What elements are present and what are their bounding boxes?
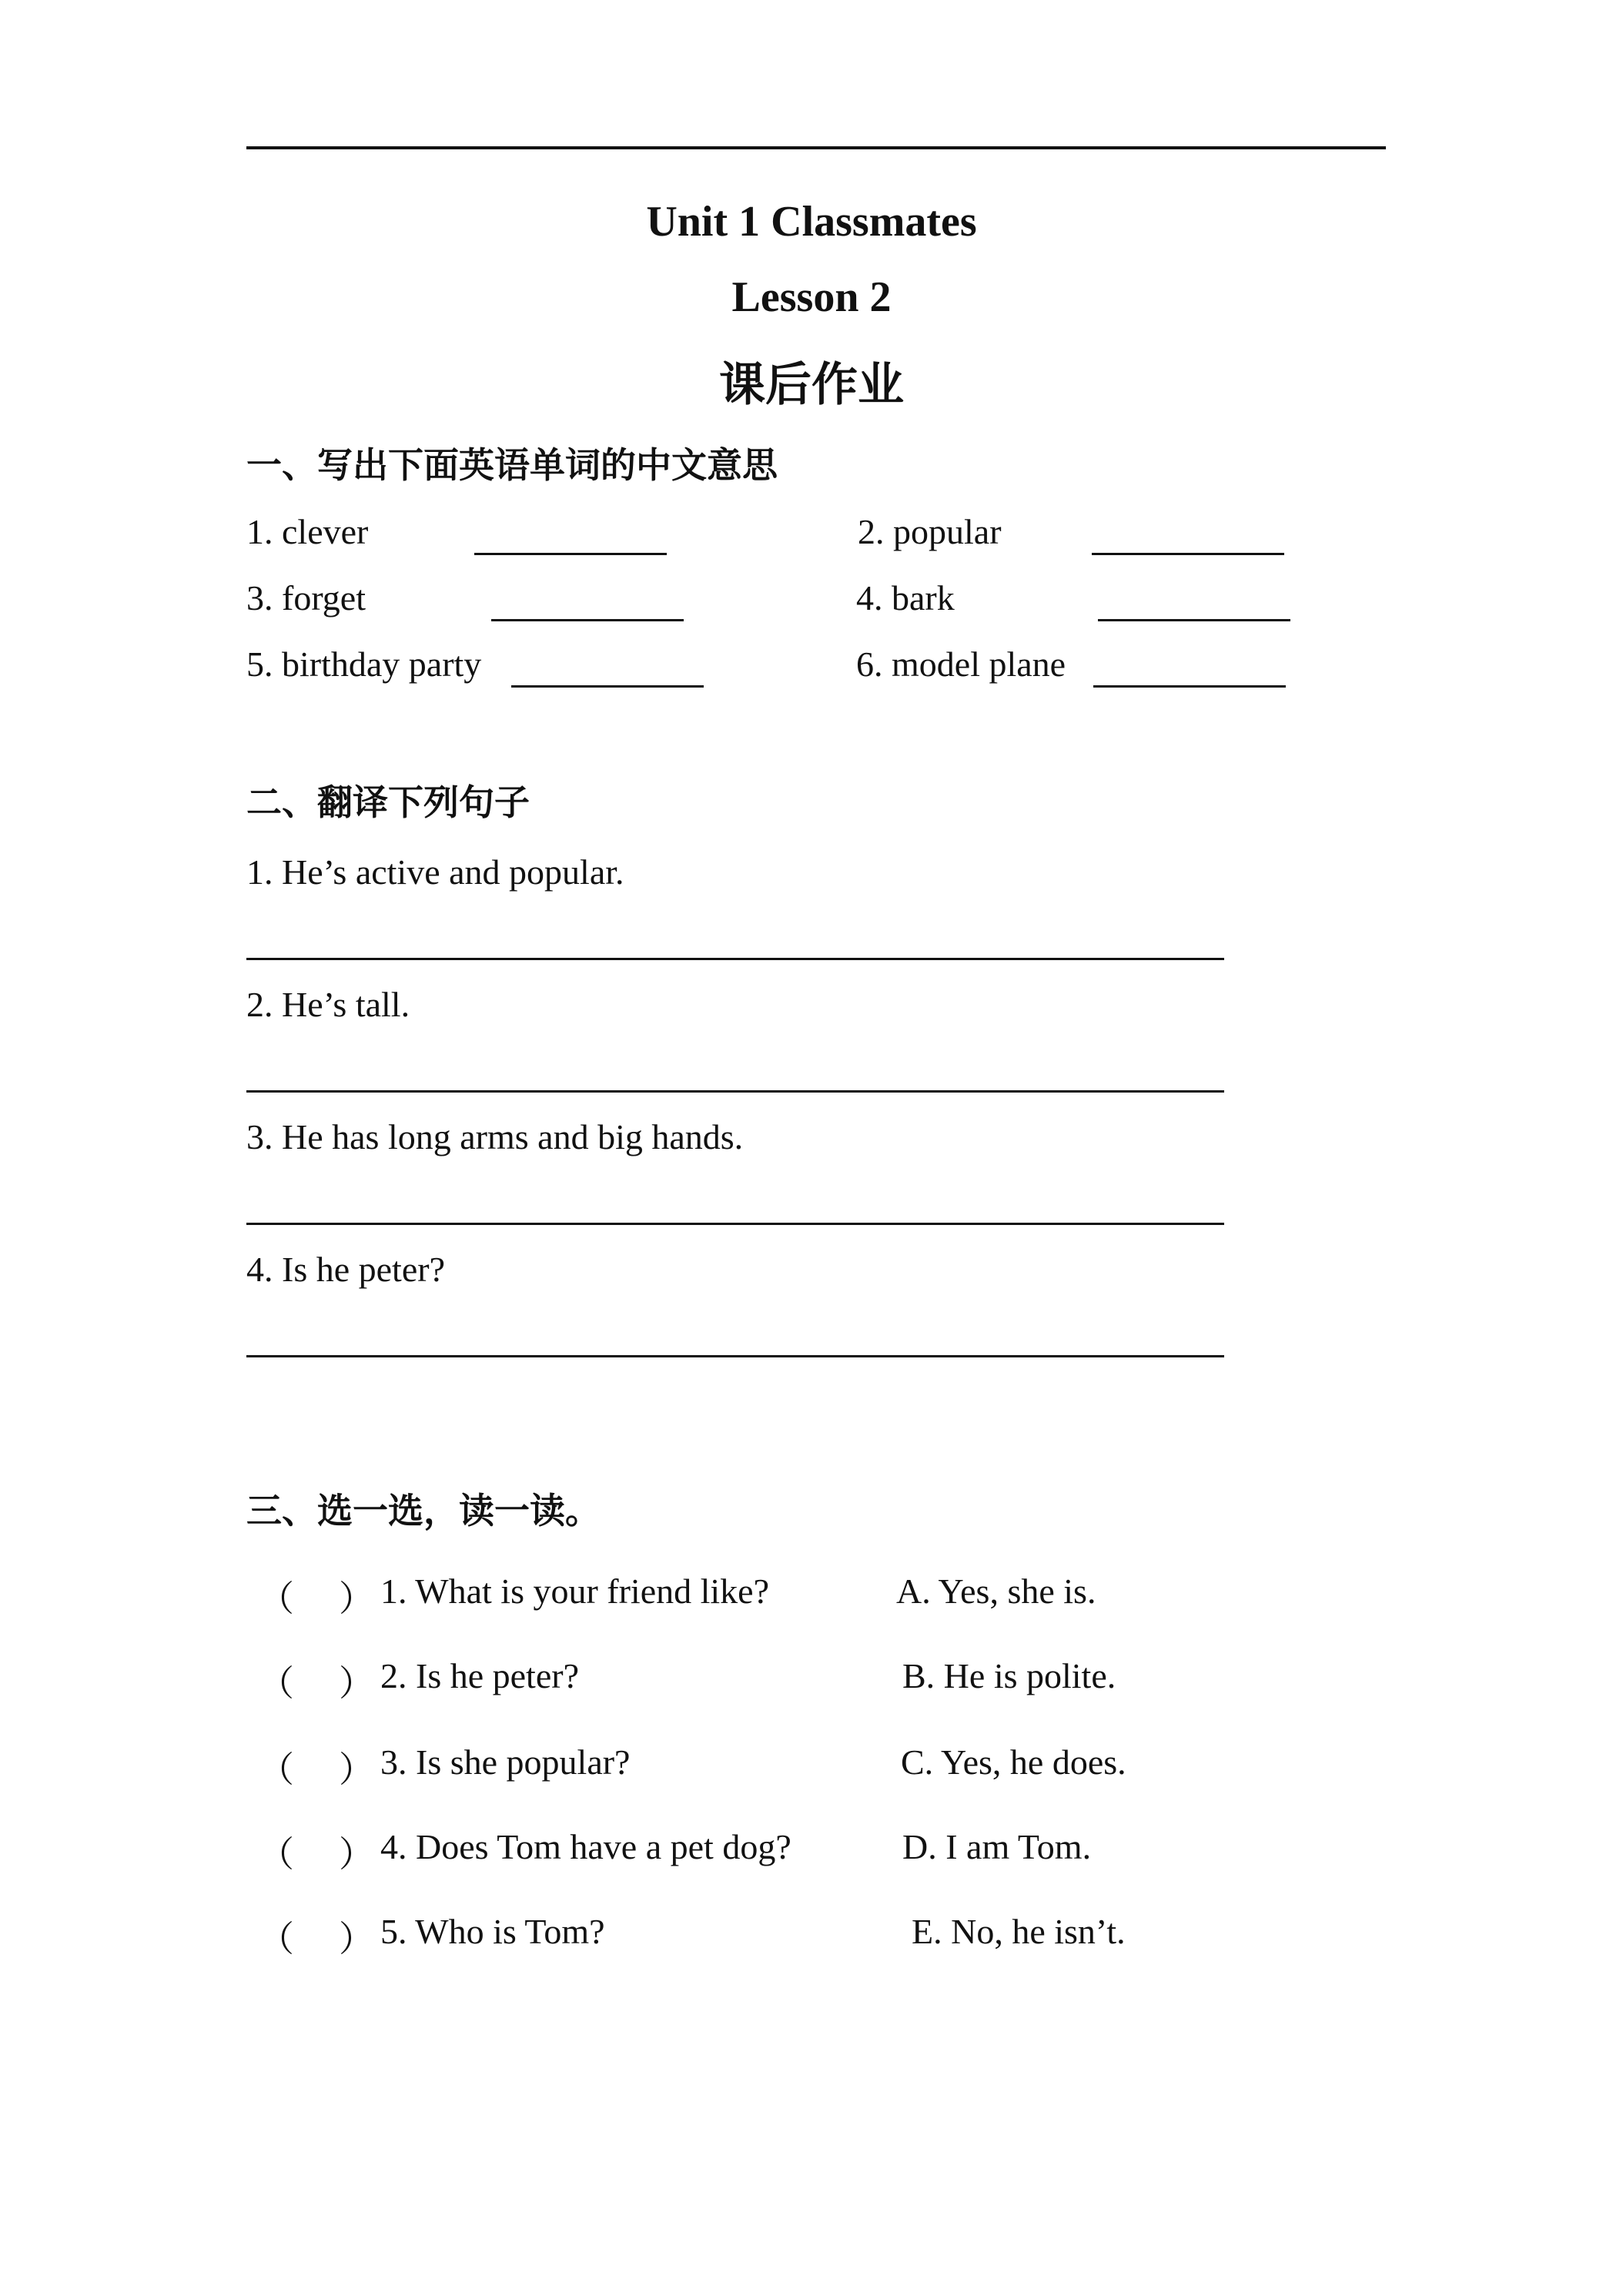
paren-close: ） — [339, 1579, 374, 1618]
answer-slot-5[interactable] — [296, 1914, 342, 1954]
option-d: D. I am Tom. — [902, 1827, 1092, 1866]
answer-line-2[interactable] — [246, 1090, 1224, 1093]
paren-open: （ — [259, 1579, 294, 1618]
paren-open: （ — [259, 1664, 294, 1703]
paren-close: ） — [339, 1750, 374, 1789]
question-4: 4. Does Tom have a pet dog? — [380, 1827, 791, 1866]
vocab-item-6: 6. model plane — [856, 644, 1066, 684]
answer-slot-4[interactable] — [296, 1829, 342, 1869]
sentence-3: 3. He has long arms and big hands. — [246, 1117, 744, 1156]
answer-line-1[interactable] — [246, 958, 1224, 960]
vocab-blank-6[interactable] — [1093, 685, 1286, 688]
question-5: 5. Who is Tom? — [380, 1912, 605, 1951]
vocab-item-5: 5. birthday party — [246, 644, 482, 684]
option-a: A. Yes, she is. — [896, 1571, 1096, 1611]
homework-subtitle: 课后作业 — [719, 358, 904, 412]
question-2: 2. Is he peter? — [380, 1656, 579, 1695]
paren-open: （ — [259, 1835, 294, 1874]
sentence-1: 1. He’s active and popular. — [246, 852, 624, 892]
vocab-item-3: 3. forget — [246, 578, 366, 618]
vocab-blank-3[interactable] — [491, 619, 684, 621]
sentence-2: 2. He’s tall. — [246, 985, 410, 1024]
answer-slot-3[interactable] — [296, 1745, 342, 1785]
paren-close: ） — [339, 1664, 374, 1703]
sentence-4: 4. Is he peter? — [246, 1250, 445, 1289]
answer-slot-2[interactable] — [296, 1658, 342, 1699]
vocab-item-2: 2. popular — [858, 512, 1002, 551]
paren-open: （ — [259, 1750, 294, 1789]
question-1: 1. What is your friend like? — [380, 1571, 770, 1611]
paren-open: （ — [259, 1919, 294, 1959]
section2-heading: 二、翻译下列句子 — [246, 782, 530, 823]
unit-title: Unit 1 Classmates — [646, 198, 977, 246]
vocab-item-4: 4. bark — [856, 578, 955, 618]
paren-close: ） — [339, 1919, 374, 1959]
option-e: E. No, he isn’t. — [912, 1912, 1126, 1951]
lesson-title: Lesson 2 — [731, 273, 892, 321]
section1-heading: 一、写出下面英语单词的中文意思 — [246, 444, 778, 486]
vocab-item-1: 1. clever — [246, 512, 369, 551]
answer-slot-1[interactable] — [296, 1574, 342, 1614]
vocab-blank-2[interactable] — [1092, 553, 1284, 555]
paren-close: ） — [339, 1835, 374, 1874]
vocab-blank-5[interactable] — [511, 685, 704, 688]
vocab-blank-1[interactable] — [474, 553, 667, 555]
option-b: B. He is polite. — [902, 1656, 1116, 1695]
answer-line-4[interactable] — [246, 1355, 1224, 1357]
vocab-blank-4[interactable] — [1098, 619, 1290, 621]
header-rule — [246, 146, 1386, 149]
option-c: C. Yes, he does. — [901, 1742, 1126, 1782]
question-3: 3. Is she popular? — [380, 1742, 631, 1782]
answer-line-3[interactable] — [246, 1223, 1224, 1225]
section3-heading: 三、选一选，读一读。 — [246, 1490, 601, 1531]
